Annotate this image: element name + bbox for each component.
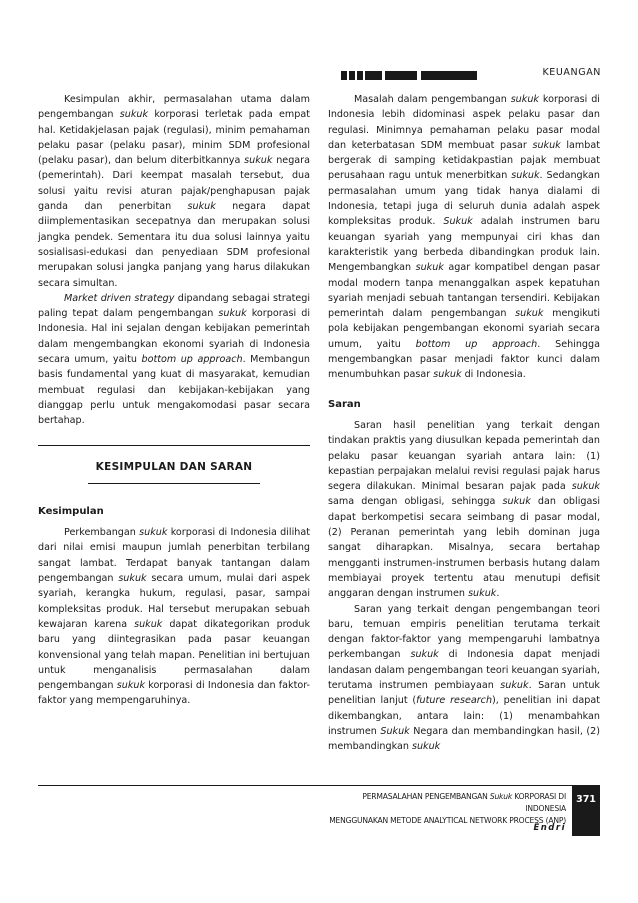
- header-bar: [421, 71, 477, 80]
- italic-term: sukuk: [468, 588, 497, 600]
- italic-term: bottom up approach: [415, 338, 538, 350]
- left-body: [38, 92, 310, 429]
- text-run: agar kompatibel dengan pasar modal modern tanpa menanggalkan aspek kepatuhan syariah menjadi sebuah tantangan tersendiri. Kebijakan pemerintah dalam pengembangan: [328, 262, 600, 320]
- italic-term: Sukuk: [443, 216, 473, 228]
- header-bar: [365, 71, 382, 80]
- footer-rule: [38, 785, 600, 786]
- paragraph: [328, 92, 600, 383]
- footer-line-1-a: PERMASALAHAN PENGEMBANGAN: [362, 792, 490, 801]
- page-number-box: [572, 786, 600, 836]
- section-rule-top: [38, 445, 310, 446]
- text-run: di Indonesia.: [461, 369, 526, 381]
- section-rule-bottom: [88, 483, 260, 484]
- italic-term: sukuk: [415, 262, 444, 274]
- text-run: lambat bergerak di samping ketidakpastian pajak membuat perusahaan ragu untuk menerbitkan: [328, 139, 601, 182]
- saran-body: [328, 418, 600, 755]
- text-run: .: [496, 588, 500, 600]
- subheading-saran: Saran: [328, 398, 361, 410]
- text-run: Masalah dalam pengembangan: [354, 94, 511, 105]
- text-run: di Indonesia dapat menjadi landasan dalam pengembangan teori keuangan syariah, terutama instrumen pembiayaan: [328, 649, 600, 691]
- header-bar: [349, 71, 355, 80]
- text-run: Perkembangan: [64, 527, 140, 539]
- text-run: . Saran untuk penelitian lanjut (: [328, 679, 600, 707]
- text-run: Negara dan membandingkan hasil, (2) membandingkan: [328, 725, 600, 753]
- right-body: [328, 92, 600, 383]
- paragraph: [328, 602, 600, 755]
- text-run: Saran yang terkait dengan pengembangan teori baru, temuan empiris penelitian terutama terkait dengan faktor-faktor yang mempengaruhi lambatnya perkembangan: [328, 603, 600, 661]
- text-run: sama dengan obligasi, sehingga: [328, 496, 503, 508]
- subheading-kesimpulan: Kesimpulan: [38, 505, 104, 517]
- italic-term: sukuk: [116, 680, 146, 692]
- text-run: . Sehingga mengembangkan pasar menjadi faktor kunci dalam menumbuhkan pasar: [328, 338, 600, 381]
- italic-term: sukuk: [187, 201, 216, 213]
- text-run: Kesimpulan akhir, permasalahan utama dalam pengembangan: [38, 94, 310, 121]
- section-title: KESIMPULAN DAN SARAN: [95, 460, 253, 473]
- italic-term: sukuk: [433, 369, 462, 381]
- italic-term: sukuk: [118, 573, 147, 585]
- italic-term: sukuk: [515, 308, 544, 320]
- italic-term: sukuk: [532, 139, 561, 151]
- text-run: korporasi di Indonesia dilihat dari nilai emisi maupun jumlah penerbitan terbilang sangat lambat. Terdapat banyak tantangan dalam pengembangan: [38, 527, 310, 585]
- section-heading-block: [38, 445, 310, 484]
- footer-line-2: MENGGUNAKAN METODE ANALYTICAL NETWORK PROCESS (ANP): [329, 816, 566, 825]
- text-run: Saran hasil penelitian yang terkait dengan tindakan praktis yang diusulkan kepada pemerintah dan pelaku pasar keuangan syariah antara lain: (1) kepastian perpajakan melalui revisi regulasi pajak harus segera dilakukan. Minimal besaran pajak pada: [328, 419, 600, 493]
- text-run: dapat dikategorikan produk baru yang diintegrasikan pada pasar keuangan konvensional yang telah mapan. Penelitian ini bertujuan untuk menganalisis permasalahan dalam pengembangan: [38, 618, 310, 692]
- italic-term: Sukuk: [380, 725, 410, 737]
- text-run: adalah instrumen baru keuangan syariah yang mempunyai ciri khas dan karakteristik yang berbeda dibandingkan produk lain. Mengembangkan: [328, 216, 600, 274]
- italic-term: sukuk: [511, 170, 540, 182]
- italic-term: sukuk: [500, 679, 529, 691]
- italic-term: sukuk: [244, 155, 273, 167]
- running-header: KEUANGAN: [542, 67, 601, 78]
- italic-term: sukuk: [571, 481, 600, 493]
- text-run: secara umum, mulai dari aspek syariah, kerangka hukum, regulasi, pasar, sampai kompleksitas produk. Hal tersebut merupakan sebuah kewajaran karena: [38, 573, 310, 630]
- text-run: korporasi di Indonesia dan faktor-faktor yang mempengaruhinya.: [38, 680, 310, 707]
- italic-term: sukuk: [410, 649, 439, 661]
- text-run: dipandang sebagai strategi paling tepat dalam pengembangan: [38, 292, 310, 320]
- italic-term: future research: [416, 695, 493, 707]
- italic-term: sukuk: [411, 741, 441, 753]
- text-run: negara dapat diimplementasikan secepatnya dan merupakan solusi jangka pendek. Sementara itu dua solusi lainnya yaitu sosialisasi-edukasi dan penyediaan SDM profesional merupakan solusi jangka panjang yang harus dilakukan secara simultan.: [38, 201, 310, 289]
- text-run: korporasi di Indonesia lebih didominasi aspek pelaku pasar dan regulasi. Minimnya pemahaman pelaku pasar modal dan keterbatasan SDM membuat pasar: [328, 94, 600, 151]
- text-run: . Sedangkan permasalahan umum yang tidak hanya dialami di Indonesia, tetapi juga di seluruh dunia adalah aspek kompleksitas produk.: [328, 170, 600, 228]
- kesimpulan-body: [38, 525, 310, 709]
- italic-term: sukuk: [139, 527, 168, 539]
- page-number: 371: [576, 794, 596, 805]
- text-run: korporasi di Indonesia. Hal ini sejalan dengan kebijakan pemerintah dalam mengembangkan ekonomi syariah di Indonesia secara umum, yaitu: [38, 308, 310, 366]
- right-column: [328, 92, 600, 754]
- italic-term: Market driven strategy: [64, 292, 175, 304]
- paragraph: [38, 525, 310, 709]
- left-column: [38, 92, 310, 709]
- text-run: mengikuti pola kebijakan pengembangan ekonomi syariah secara umum, yaitu: [328, 308, 600, 350]
- header-bar: [385, 71, 417, 80]
- paragraph: [328, 418, 600, 602]
- paragraph: [38, 92, 310, 291]
- footer-article-title: [320, 791, 566, 827]
- italic-term: sukuk: [218, 308, 247, 320]
- header-bar: [341, 71, 347, 80]
- italic-term: sukuk: [502, 496, 531, 508]
- footer-author: Endri: [533, 823, 566, 833]
- text-run: . Membangun basis fundamental yang kuat di masyarakat, kemudian membuat regulasi dan kebijakan-kebijakan yang dianggap perlu untuk mengakomodasi pasar secara bertahap.: [38, 354, 310, 427]
- text-run: negara (pemerintah). Dari keempat masalah tersebut, dua solusi yaitu revisi aturan pajak/penghapusan pajak ganda dan penerbitan: [38, 155, 311, 213]
- text-run: ), penelitian ini dapat dikembangkan, antara lain: (1) menambahkan instrumen: [328, 695, 601, 737]
- italic-term: sukuk: [119, 109, 149, 121]
- text-run: dan obligasi dapat berkompetisi secara seimbang di pasar modal, (2) Peranan pemerintah yang lebih dominan juga sangat diharapkan. Misalnya, secara bertahap mengganti instrumen-instrumen berbasis hutang dalam membiayai proyek tertentu atau menutupi defisit anggaran dengan instrumen: [328, 496, 600, 600]
- paragraph: [38, 291, 310, 429]
- italic-term: bottom up approach: [141, 354, 243, 366]
- footer-line-1-c: KORPORASI DI INDONESIA: [512, 792, 566, 813]
- text-run: korporasi terletak pada empat hal. Ketidakjelasan pajak (regulasi), minim pemahaman pelaku pasar (pelaku pasar), minim SDM profesional (pelaku pasar), dan belum diterbitkannya: [38, 109, 310, 167]
- italic-term: sukuk: [510, 94, 539, 105]
- footer-line-1: [320, 791, 566, 815]
- header-bar: [357, 71, 363, 80]
- footer-line-1-italic: Sukuk: [489, 792, 513, 801]
- italic-term: sukuk: [134, 618, 163, 630]
